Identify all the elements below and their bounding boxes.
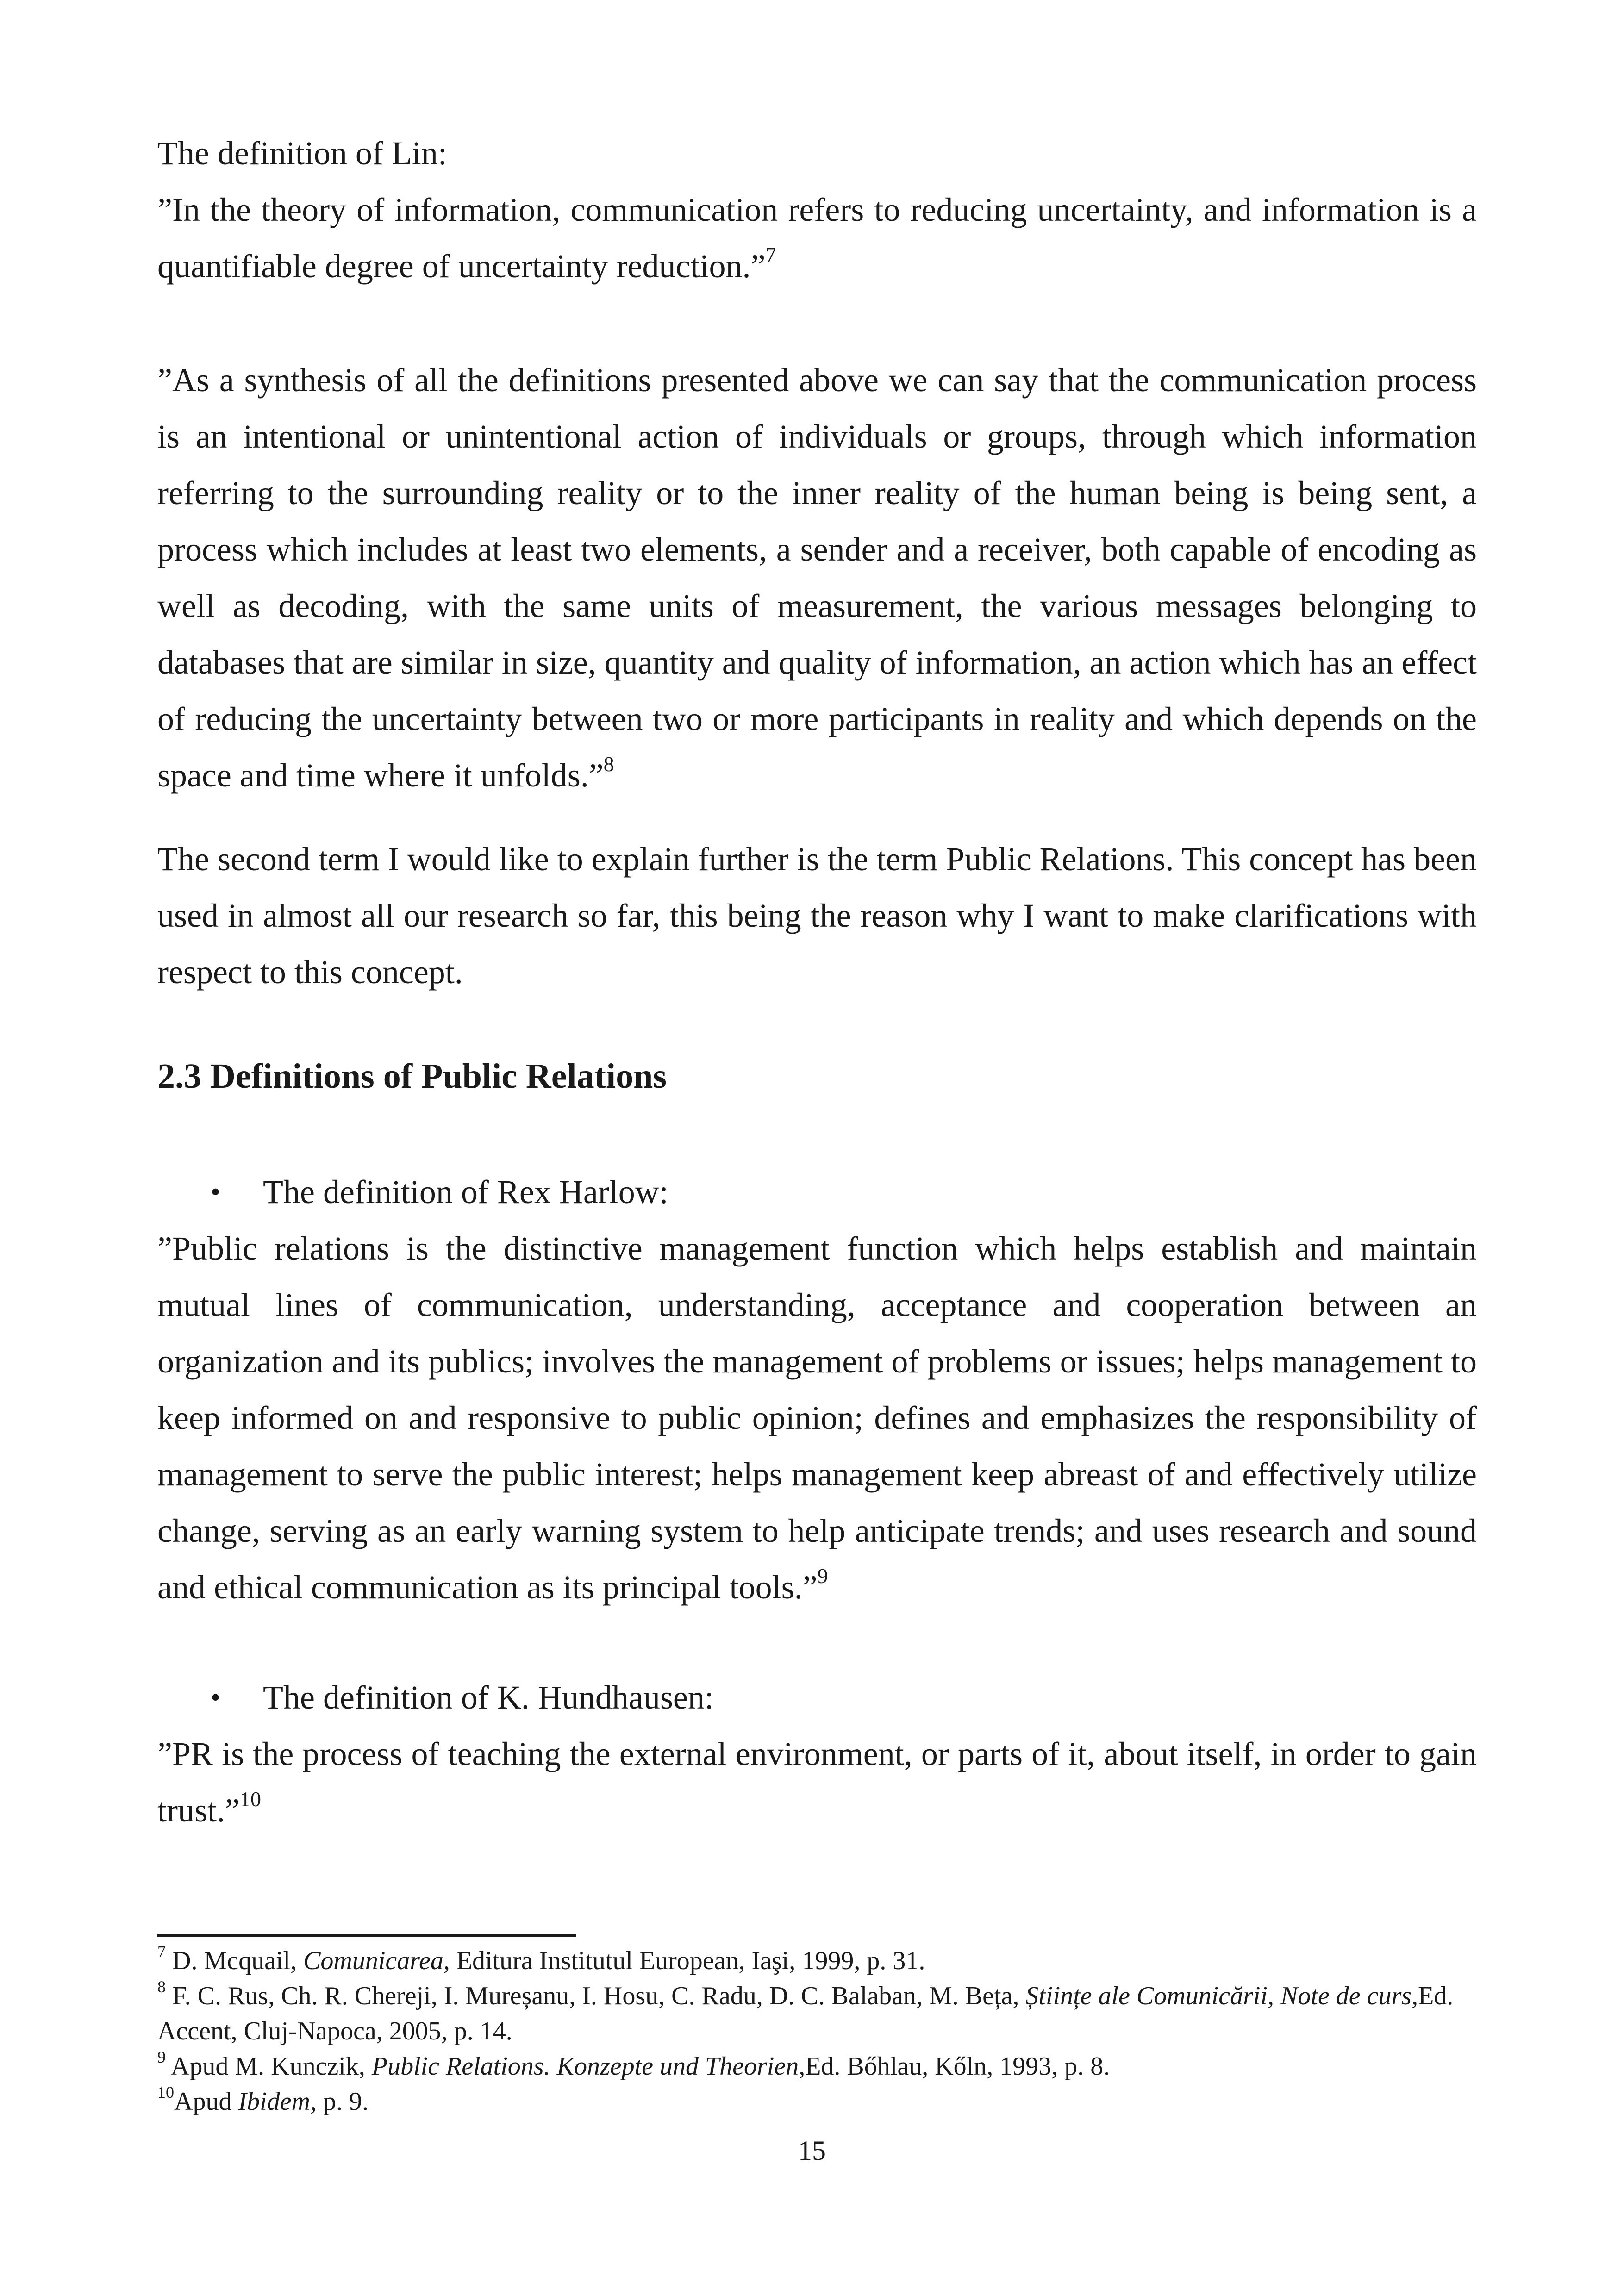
paragraph-harlow-quote xyxy=(157,1220,1477,1615)
paragraph-text: The second term I would like to explain further is the term Public Relations. This concept has been used in almost all our research so far, this being the reason why I want to make clarifications with respect to this concept. xyxy=(157,841,1477,991)
footnote-text: D. Mcquail, xyxy=(172,1946,304,1975)
footnote-number: 9 xyxy=(157,2048,166,2067)
footnote-text: Ed. Bőhlau, Kőln, 1993, p. 8. xyxy=(805,2052,1110,2081)
paragraph-hundhausen-quote xyxy=(157,1726,1477,1839)
page-number: 15 xyxy=(798,2135,826,2166)
footnote-text: , p. 9. xyxy=(310,2087,369,2116)
footnote-text: Apud M. Kunczik, xyxy=(170,2052,372,2081)
footnote-7 xyxy=(157,1943,1477,1978)
footnote-text: , Editura Institutul European, Iaşi, 1999, p. 31. xyxy=(443,1946,925,1975)
paragraph-text: ”As a synthesis of all the definitions presented above we can say that the communication process is an intentional or unintentional action of individuals or groups, through which information referring to the surrounding reality or to the inner reality of the human being is being sent, a process which includes at least two elements, a sender and a receiver, both capable of encoding as well as decoding, with the same units of measurement, the various messages belonging to databases that are similar in size, quantity and quality of information, an action which has an effect of reducing the uncertainty between two or more participants in reality and which depends on the space and time where it unfolds.” xyxy=(157,362,1477,794)
footnote-text: Ed. Accent, Cluj-Napoca, 2005, p. 14. xyxy=(157,1982,1454,2046)
footnote-reference: 7 xyxy=(765,243,776,267)
footnote-reference: 10 xyxy=(239,1787,261,1811)
footnote-number: 10 xyxy=(157,2083,174,2102)
footnotes xyxy=(157,1943,1477,2119)
paragraph-text: ”PR is the process of teaching the external environment, or parts of it, about itself, in order to gain trust.” xyxy=(157,1735,1477,1829)
paragraph-text: The definition of Lin: xyxy=(157,135,447,172)
paragraph-text: ”In the theory of information, communication refers to reducing uncertainty, and information is a quantifiable degree of uncertainty reduction.” xyxy=(157,191,1477,285)
footnote-text: F. C. Rus, Ch. R. Chereji, I. Mureșanu, I. Hosu, C. Radu, D. C. Balaban, M. Bețа, xyxy=(172,1982,1026,2010)
paragraph-second-term xyxy=(157,831,1477,1000)
footnote-reference: 8 xyxy=(603,752,614,776)
footnote-text: Apud xyxy=(174,2087,238,2116)
bullet-icon: • xyxy=(211,1177,221,1207)
bullet-text: The definition of K. Hundhausen: xyxy=(263,1679,714,1716)
footnote-8 xyxy=(157,1978,1477,2049)
footnote-title: Public Relations. Konzepte und Theorien, xyxy=(371,2052,806,2081)
footnote-title: Științe ale Comunicării, Note de curs, xyxy=(1025,1982,1418,2010)
footnote-10 xyxy=(157,2084,1477,2119)
footnote-title: Comunicarea xyxy=(303,1946,443,1975)
footnote-title: Ibidem xyxy=(238,2087,310,2116)
section-heading: 2.3 Definitions of Public Relations xyxy=(157,1057,667,1096)
bullet-text: The definition of Rex Harlow: xyxy=(263,1173,668,1210)
bullet-item-hundhausen xyxy=(157,1669,1477,1726)
footnote-reference: 9 xyxy=(817,1564,828,1588)
bullet-icon: • xyxy=(211,1682,221,1713)
footnote-number: 7 xyxy=(157,1942,166,1961)
bullet-item-harlow xyxy=(157,1164,1477,1220)
paragraph-synthesis xyxy=(157,352,1477,804)
footnote-number: 8 xyxy=(157,1977,166,1996)
paragraph-lin-intro xyxy=(157,125,1477,181)
footnote-9 xyxy=(157,2049,1477,2084)
footnote-separator xyxy=(157,1934,576,1937)
paragraph-lin-quote xyxy=(157,181,1477,294)
paragraph-text: ”Public relations is the distinctive management function which helps establish and maintain mutual lines of communication, understanding, acceptance and cooperation between an organization and its publics; involves the management of problems or issues; helps management to keep informed on and responsive to public opinion; defines and emphasizes the responsibility of management to serve the public interest; helps management keep abreast of and effectively utilize change, serving as an early warning system to help anticipate trends; and uses research and sound and ethical communication as its principal tools.” xyxy=(157,1230,1477,1606)
